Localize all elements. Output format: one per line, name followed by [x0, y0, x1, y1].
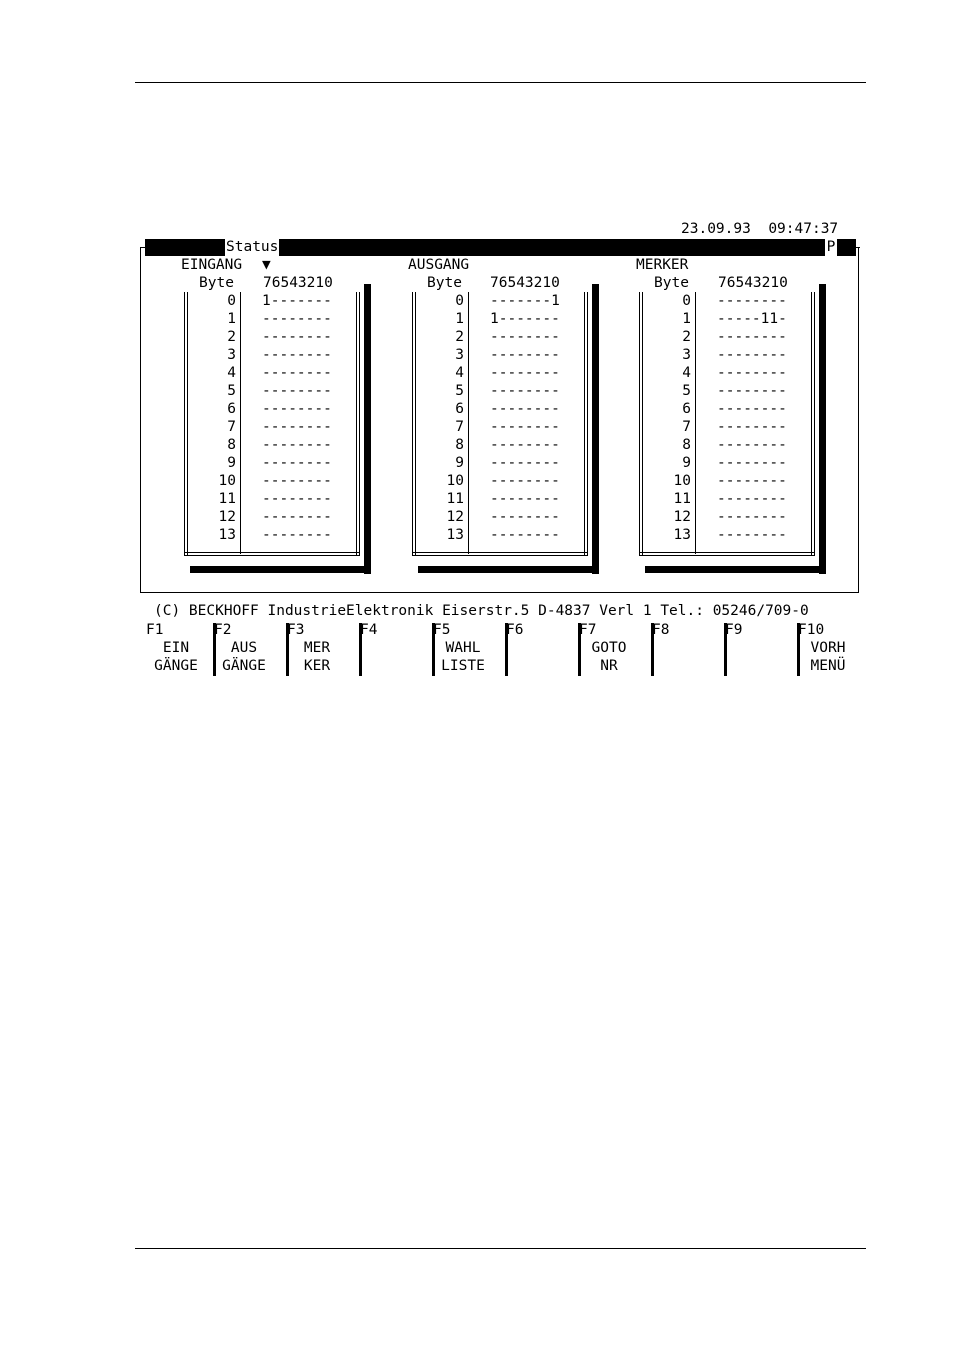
function-key-f7[interactable]	[578, 621, 650, 676]
byte-number: 10	[218, 473, 236, 489]
bit-values: --------	[490, 437, 560, 453]
bit-values: --------	[717, 509, 787, 525]
byte-number: 10	[673, 473, 691, 489]
byte-number: 11	[446, 491, 464, 507]
panel-eingang-title: EINGANG	[181, 257, 243, 273]
byte-number: 13	[218, 527, 236, 543]
bit-values: --------	[717, 329, 787, 345]
byte-number: 4	[682, 365, 691, 381]
panel-merker-list[interactable]	[639, 292, 815, 556]
window-corner-label: P	[826, 239, 836, 255]
panel-merker-header-bits: 76543210	[718, 275, 788, 291]
copyright-line: (C) BECKHOFF IndustrieElektronik Eiserstr.5 D-4837 Verl 1 Tel.: 05246/709-0	[154, 603, 809, 619]
byte-number: 5	[227, 383, 236, 399]
byte-number: 9	[455, 455, 464, 471]
byte-number: 4	[455, 365, 464, 381]
byte-number: 4	[227, 365, 236, 381]
bit-values: --------	[490, 473, 560, 489]
list-border-bottom	[639, 552, 815, 556]
date-text: 23.09.93	[681, 221, 751, 237]
bit-values: --------	[262, 383, 332, 399]
function-key-label: F2	[214, 622, 232, 638]
byte-number: 11	[218, 491, 236, 507]
byte-number: 0	[455, 293, 464, 309]
selection-arrow-icon: ▼	[262, 257, 271, 273]
byte-number: 7	[455, 419, 464, 435]
byte-number: 3	[455, 347, 464, 363]
panel-merker-header-byte: Byte	[654, 275, 689, 291]
bit-values: --------	[262, 509, 332, 525]
byte-number: 2	[682, 329, 691, 345]
function-key-label: F8	[652, 622, 670, 638]
function-key-caption-line1: EIN	[162, 640, 190, 656]
bit-values: --------	[490, 401, 560, 417]
list-column-separator	[240, 292, 241, 554]
bit-values: --------	[717, 365, 787, 381]
bit-values: -----11-	[717, 311, 787, 327]
panel-merker-title: MERKER	[636, 257, 689, 273]
bit-values: --------	[262, 347, 332, 363]
function-key-f3[interactable]	[286, 621, 358, 676]
byte-number: 12	[673, 509, 691, 525]
bit-values: --------	[717, 401, 787, 417]
function-key-f10[interactable]	[797, 621, 869, 676]
bit-values: --------	[717, 455, 787, 471]
bit-values: --------	[490, 455, 560, 471]
byte-number: 8	[682, 437, 691, 453]
byte-number: 1	[682, 311, 691, 327]
bit-values: --------	[262, 311, 332, 327]
list-border-right	[811, 292, 815, 556]
function-key-caption-line2: GÄNGE	[222, 658, 266, 674]
byte-number: 3	[227, 347, 236, 363]
byte-number: 12	[218, 509, 236, 525]
panel-ausgang-header-bits: 76543210	[490, 275, 560, 291]
function-key-caption-line2: GÄNGE	[154, 658, 198, 674]
bit-values: --------	[717, 419, 787, 435]
byte-number: 11	[673, 491, 691, 507]
byte-number: 6	[455, 401, 464, 417]
bit-values: --------	[262, 527, 332, 543]
function-key-label: F7	[579, 622, 597, 638]
bit-values: 1-------	[490, 311, 560, 327]
function-key-label: F5	[433, 622, 451, 638]
function-key-caption-line1: WAHL	[445, 640, 481, 656]
bit-values: --------	[262, 455, 332, 471]
function-key-label: F1	[146, 622, 164, 638]
function-key-caption-line2: NR	[600, 658, 618, 674]
list-shadow-right	[592, 284, 599, 574]
function-key-f2[interactable]	[213, 621, 285, 676]
byte-number: 6	[682, 401, 691, 417]
function-key-caption-line2: MENÜ	[810, 658, 846, 674]
bit-values: --------	[490, 509, 560, 525]
time-text: 09:47:37	[768, 221, 839, 237]
byte-number: 2	[227, 329, 236, 345]
list-shadow-right	[819, 284, 826, 574]
list-shadow-bottom	[645, 566, 826, 573]
panel-eingang-header-byte: Byte	[199, 275, 234, 291]
page-bottom-rule	[135, 1248, 866, 1249]
function-key-f1[interactable]	[145, 621, 217, 676]
bit-values: --------	[262, 437, 332, 453]
byte-number: 9	[227, 455, 236, 471]
panel-ausgang-title: AUSGANG	[408, 257, 470, 273]
bit-values: --------	[262, 365, 332, 381]
function-key-caption-line1: AUS	[230, 640, 258, 656]
panel-eingang-list[interactable]	[184, 292, 360, 556]
byte-number: 3	[682, 347, 691, 363]
list-border-bottom	[412, 552, 588, 556]
byte-number: 0	[682, 293, 691, 309]
byte-number: 5	[455, 383, 464, 399]
byte-number: 13	[446, 527, 464, 543]
byte-number: 9	[682, 455, 691, 471]
bit-values: --------	[490, 491, 560, 507]
function-key-caption-line1: GOTO	[591, 640, 627, 656]
function-key-caption-line2: KER	[303, 658, 331, 674]
byte-number: 13	[673, 527, 691, 543]
bit-values: --------	[490, 329, 560, 345]
function-key-f9[interactable]	[724, 621, 796, 676]
bit-values: 1-------	[262, 293, 332, 309]
list-shadow-right	[364, 284, 371, 574]
byte-number: 5	[682, 383, 691, 399]
byte-number: 8	[227, 437, 236, 453]
bit-values: --------	[717, 473, 787, 489]
bit-values: --------	[262, 419, 332, 435]
bit-values: --------	[717, 527, 787, 543]
byte-number: 7	[682, 419, 691, 435]
list-shadow-bottom	[190, 566, 371, 573]
bit-values: -------1	[490, 293, 560, 309]
function-key-label: F6	[506, 622, 524, 638]
function-key-label: F10	[798, 622, 825, 638]
byte-number: 2	[455, 329, 464, 345]
bit-values: --------	[262, 473, 332, 489]
list-column-separator	[695, 292, 696, 554]
byte-number: 6	[227, 401, 236, 417]
function-key-label: F9	[725, 622, 743, 638]
byte-number: 7	[227, 419, 236, 435]
bit-values: --------	[717, 293, 787, 309]
bit-values: --------	[490, 419, 560, 435]
bit-values: --------	[490, 383, 560, 399]
bit-values: --------	[490, 365, 560, 381]
list-border-bottom	[184, 552, 360, 556]
panel-eingang-header-bits: 76543210	[263, 275, 333, 291]
window-title: Status	[226, 239, 279, 255]
list-column-separator	[468, 292, 469, 554]
function-key-f8[interactable]	[651, 621, 723, 676]
byte-number: 1	[227, 311, 236, 327]
function-key-caption-line1: MER	[303, 640, 331, 656]
page-top-rule	[135, 82, 866, 83]
byte-number: 12	[446, 509, 464, 525]
bit-values: --------	[717, 383, 787, 399]
function-key-caption-line2: LISTE	[441, 658, 485, 674]
bit-values: --------	[490, 347, 560, 363]
bit-values: --------	[262, 329, 332, 345]
function-key-label: F4	[360, 622, 378, 638]
list-border-right	[584, 292, 588, 556]
list-shadow-bottom	[418, 566, 599, 573]
bit-values: --------	[717, 437, 787, 453]
byte-number: 10	[446, 473, 464, 489]
date-time-display	[681, 220, 838, 238]
window-title-bar	[145, 239, 856, 256]
byte-number: 8	[455, 437, 464, 453]
function-key-f5[interactable]	[432, 621, 504, 676]
panel-ausgang-list[interactable]	[412, 292, 588, 556]
bit-values: --------	[262, 401, 332, 417]
byte-number: 0	[227, 293, 236, 309]
bit-values: --------	[717, 491, 787, 507]
bit-values: --------	[717, 347, 787, 363]
list-border-right	[356, 292, 360, 556]
function-key-f6[interactable]	[505, 621, 577, 676]
function-key-f4[interactable]	[359, 621, 431, 676]
panel-ausgang-header-byte: Byte	[427, 275, 462, 291]
byte-number: 1	[455, 311, 464, 327]
bit-values: --------	[490, 527, 560, 543]
function-key-caption-line1: VORH	[810, 640, 846, 656]
bit-values: --------	[262, 491, 332, 507]
function-key-label: F3	[287, 622, 305, 638]
